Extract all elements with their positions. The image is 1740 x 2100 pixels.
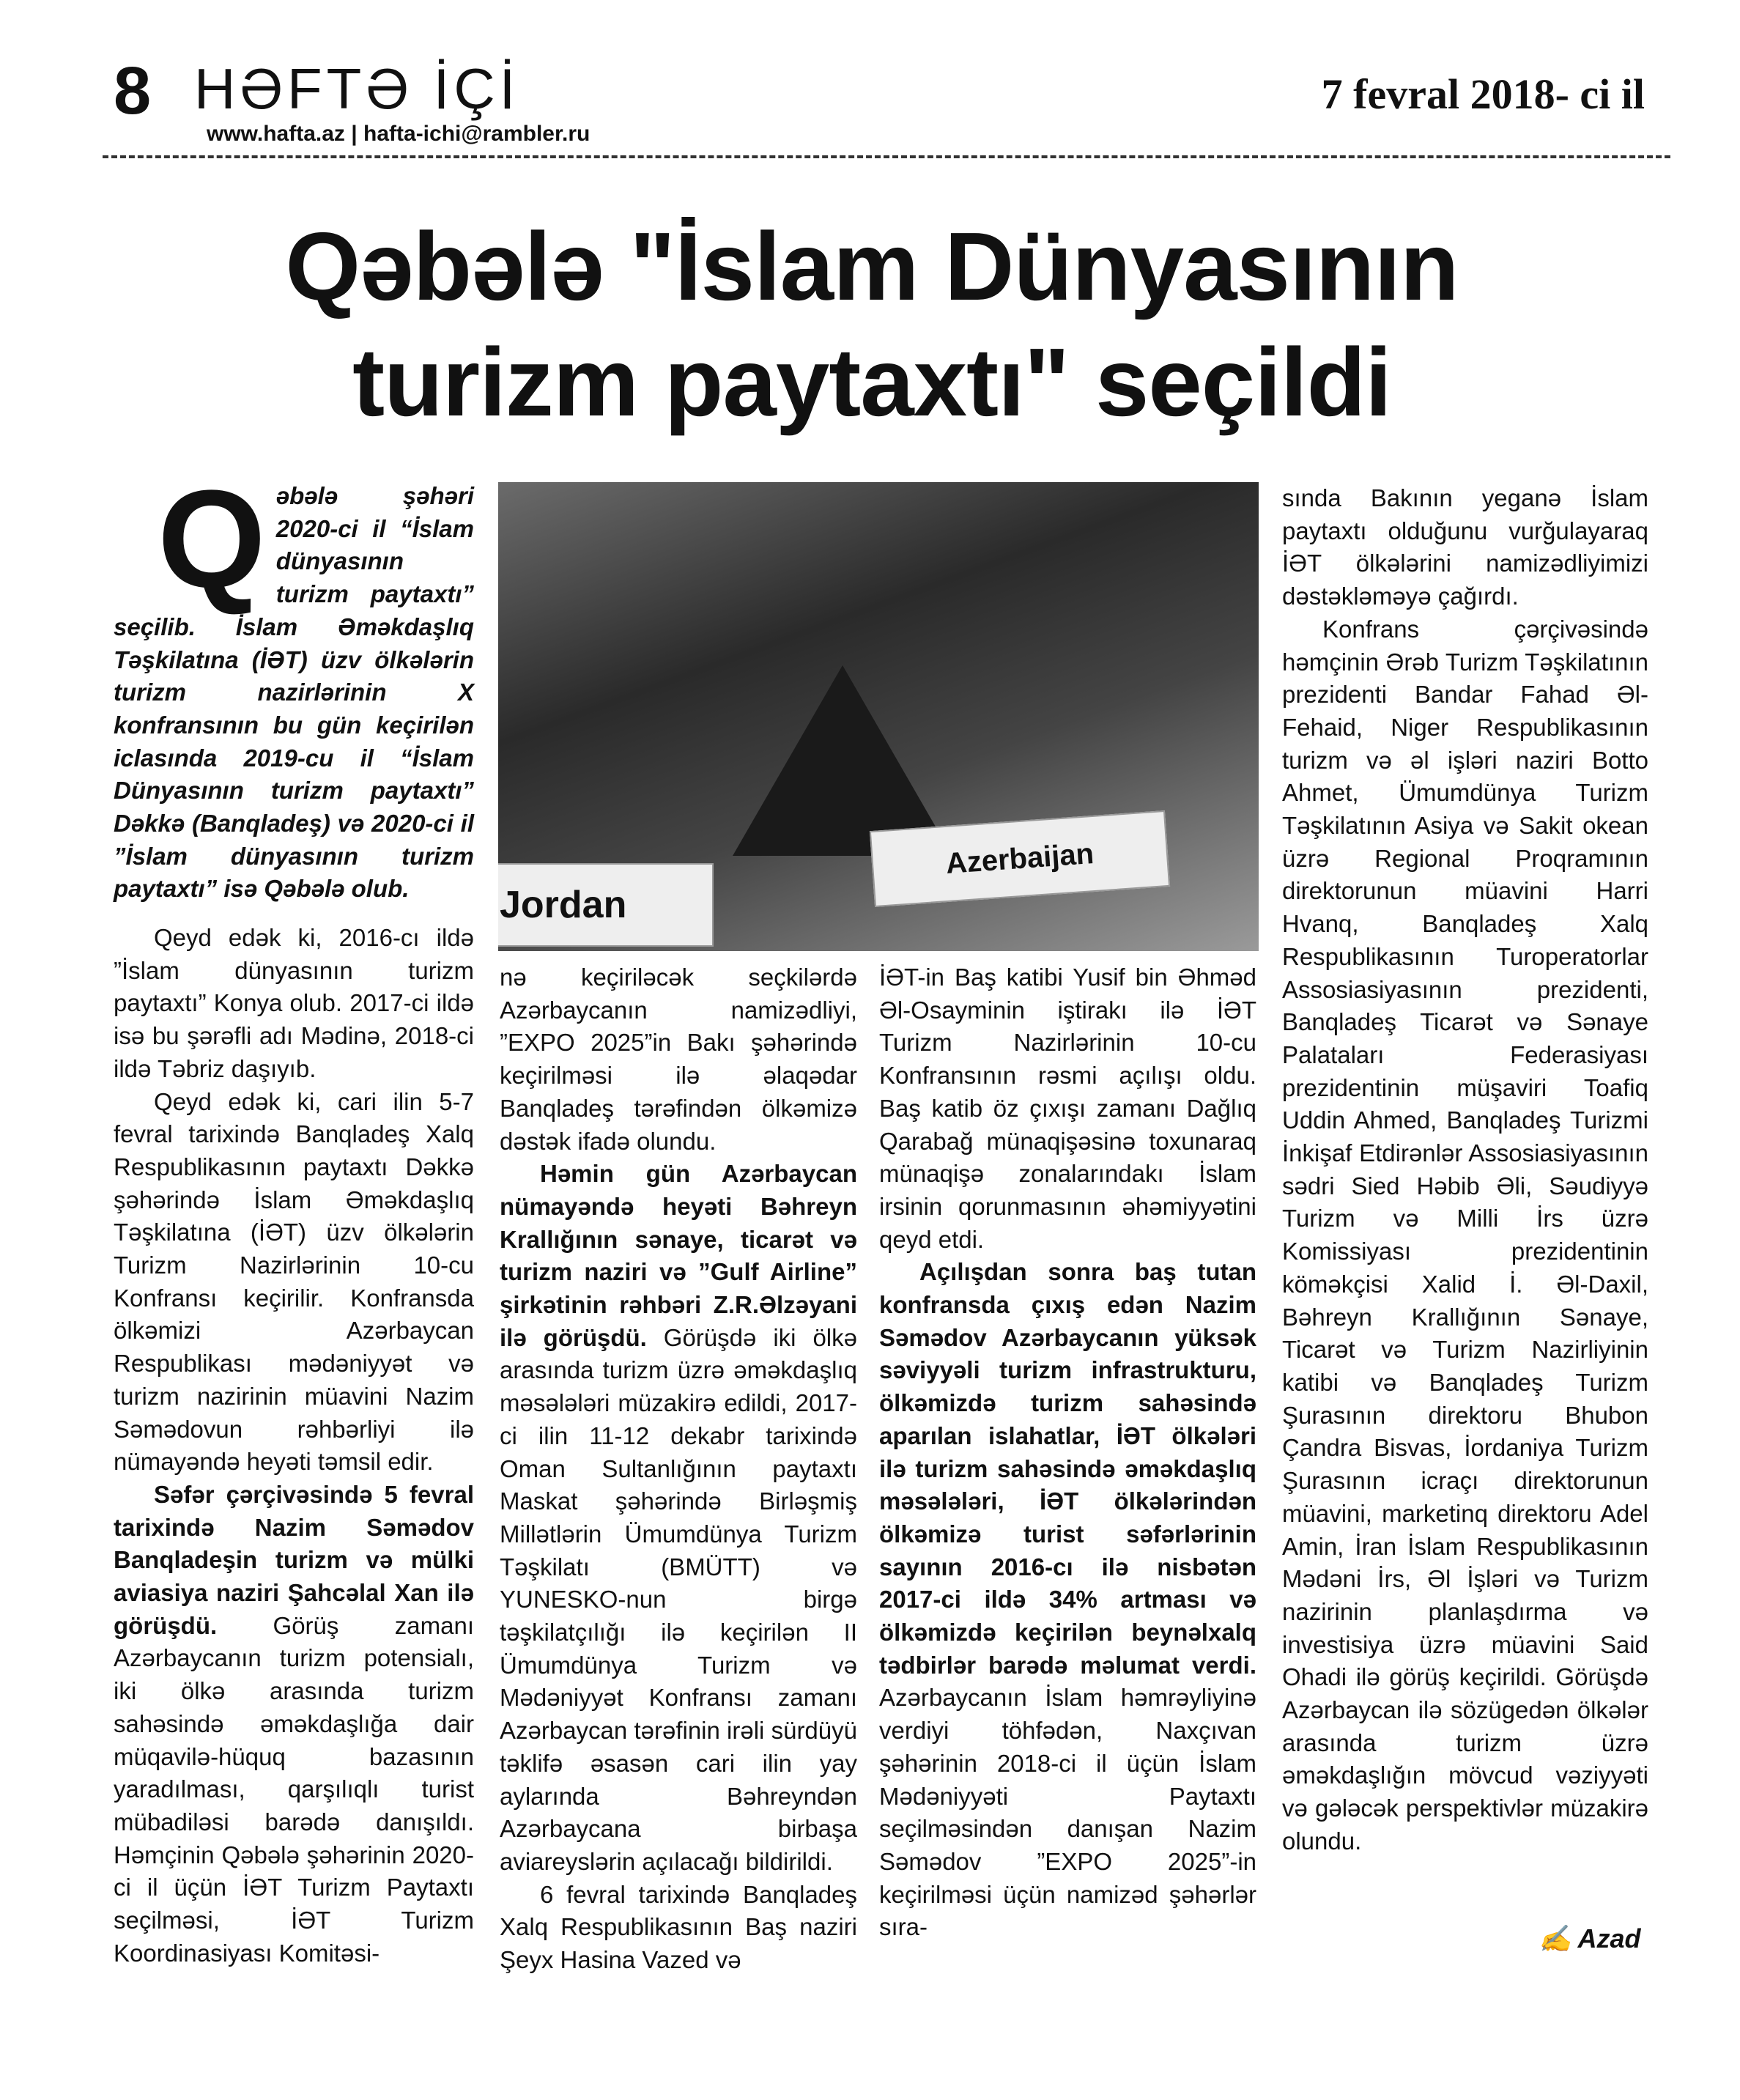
drop-cap: Q [158, 462, 266, 617]
paragraph: 6 fevral tarixində Banqladeş Xalq Respublikasının Baş naziri Şeyx Hasina Vazed və [500, 1880, 857, 1974]
masthead: HƏFTƏ İÇİ [194, 56, 520, 121]
bold-text: Səfər çərçivəsində 5 fevral tarixində Nazim Səmədov Banqladeşin turizm və mülki aviasiya naziri Şahcəlal Xan ilə görüşdü. [114, 1480, 474, 1639]
paragraph: İƏT-in Baş katibi Yusif bin Əhməd Əl-Osayminin iştirakı ilə İƏT Turizm Nazirlərinin 10-cu Konfransının rəsmi açılışı oldu. Baş katib öz çıxışı zamanı Dağlıq Qarabağ münaqişəsinə toxunaraq münaqişə zonalarındakı İslam irsinin qorunmasının əhəmiyyətini qeyd etdi. [879, 964, 1256, 1253]
bold-text: Açılışdan sonra baş tutan konfransda çıxış edən Nazim Səmədov Azərbaycanın yüksək səviyyəli turizm infrastrukturu, ölkəmizdə turizm sahəsində aparılan islahatlar, İƏT ölkələri ilə turizm sahəsində əməkdaşlıq məsələləri, İƏT ölkələrindən ölkəmizə turist səfərlərinin sayının 2016-cı ilə nisbətən 2017-ci ildə 34% artması və ölkəmizdə keçirilən beynəlxalq tədbirlər barədə məlumat verdi. [879, 1258, 1256, 1679]
page-number: 8 [114, 53, 152, 128]
column-1 [114, 922, 474, 1970]
article-photo [498, 482, 1259, 951]
name-card-jordan: Jordan [498, 863, 714, 947]
contacts [207, 122, 590, 147]
author-signature: ✍ Azad [1539, 1923, 1641, 1953]
headline [110, 209, 1634, 440]
headline-line-1: Qəbələ "İslam Dünyasının [285, 212, 1459, 320]
column-3 [879, 961, 1256, 1944]
header-divider [103, 155, 1670, 158]
paragraph: Konfrans çərçivəsində həmçinin Ərəb Turizm Təşkilatının prezidenti Bandar Fahad Əl-Fehaid, Niger Respublikasının turizm və əl işləri naziri Botto Ahmet, Ümumdünya Turizm Təşkilatının Asiya və Sakit okean üzrə Regional Proqramının direktorunun müavini Harri Hvanq, Banqladeş Xalq Respublikasının Turoperatorlar Assosiasiyasının prezidenti, Banqladeş Ticarət və Sənaye Palataları Federasiyası prezidentinin müşaviri Toafiq Uddin Ahmed, Banqladeş Turizmi İnkişaf Etdirənlər Assosiasiyasının sədri Sied Həbib Əli, Səudiyyə Turizm və Milli İrs üzrə Komissiyası prezidentinin köməkçisi Xalid İ. Əl-Daxil, Bəhreyn Krallığının Sənaye, Ticarət və Turizm Nazirliyinin katibi və Banqladeş Turizm Şurasının direktoru Bhubon Çandra Bisvas, İordaniya Turizm Şurasının icraçı direktorunun müavini, marketinq direktoru Adel Amin, İran İslam Respublikasının Mədəni İrs, Əl İşləri və Turizm nazirinin planlaşdırma və investisiya üzrə müavini Said Ohadi ilə görüş keçirildi. Görüşdə Azərbaycan ilə sözügedən ölkələr arasında turizm üzrə əməkdaşlığın mövcud vəziyyəti və gələcək perspektivlər müzakirə olundu. [1282, 615, 1648, 1855]
issue-date: 7 fevral 2018- ci il [1321, 70, 1645, 118]
paragraph [114, 1479, 474, 1970]
name-card-azerbaijan: Azerbaijan [870, 810, 1170, 907]
column-4 [1282, 482, 1648, 1858]
paragraph: Qeyd edək ki, 2016-cı ildə ”İslam dünyasının turizm paytaxtı” Konya olub. 2017-ci ildə isə bu şərəfli adı Mədinə, 2018-ci ildə Təbriz daşıyıb. [114, 924, 474, 1082]
lead-text: əbələ şəhəri 2020-ci il “İslam dünyasının turizm paytaxtı” seçilib. İslam Əməkdaşlıq Təşkilatına (İƏT) üzv ölkələrin turizm nazirlərinin X konfransının bu gün keçirilən iclasında 2019-cu il “İslam Dünyasının turizm paytaxtı” Dəkkə (Banqladeş) və 2020-ci il ”İslam dünyasının turizm paytaxtı” isə Qəbələ olub. [114, 482, 474, 903]
bold-text: Həmin gün Azərbaycan nümayəndə heyəti Bəhreyn Krallığının sənaye, ticarət və turizm naziri və ”Gulf Airline” şirkətinin rəhbəri Z.R.Əlzəyani ilə görüşdü. [500, 1160, 857, 1351]
email-link[interactable]: hafta-ichi@rambler.ru [363, 122, 591, 146]
paragraph [500, 1158, 857, 1878]
website-link[interactable]: www.hafta.az [207, 122, 345, 146]
headline-line-2: turizm paytaxtı" seçildi [352, 328, 1391, 436]
article-lead [114, 462, 474, 906]
paragraph: nə keçiriləcək seçkilərdə Azərbaycanın namizədliyi, ”EXPO 2025”in Bakı şəhərində keçirilməsi ilə əlaqədar Banqladeş tərəfindən ölkəmizə dəstək ifadə olundu. [500, 964, 857, 1155]
paragraph: sında Bakının yeganə İslam paytaxtı olduğunu vurğulayaraq İƏT ölkələrini namizədliyimizi dəstəkləməyə çağırdı. [1282, 484, 1648, 610]
paragraph [879, 1256, 1256, 1944]
text: Azərbaycanın İslam həmrəyliyinə verdiyi töhfədən, Naxçıvan şəhərinin 2018-ci il üçün İslam Mədəniyyəti Paytaxtı seçilməsindən danışan Nazim Səmədov ”EXPO 2025”-in keçirilməsi üçün namizəd şəhərlər sıra- [879, 1684, 1256, 1941]
column-2 [500, 961, 857, 1977]
separator: | [351, 122, 358, 146]
text: Görüş zamanı Azərbaycanın turizm potensialı, iki ölkə arasında turizm sahəsində əməkdaşlığa dair müqavilə-hüquq bazasının yaradılması, qarşılıqlı turist mübadiləsi barədə danışıldı. Həmçinin Qəbələ şəhərinin 2020-ci il üçün İƏT Turizm Paytaxtı seçilməsi, İƏT Turizm Koordinasiyası Komitəsi- [114, 1611, 474, 1967]
paragraph: Qeyd edək ki, cari ilin 5-7 fevral tarixində Banqladeş Xalq Respublikasının paytaxtı Dəkkə şəhərində İslam Əməkdaşlıq Təşkilatına (İƏT) üzv ölkələrin Turizm Nazirlərinin 10-cu Konfransı keçirilir. Konfransda ölkəmizi Azərbaycan Respublikası mədəniyyət və turizm nazirinin müavini Nazim Səmədovun rəhbərliyi ilə nümayəndə heyəti təmsil edir. [114, 1087, 474, 1476]
text: Görüşdə iki ölkə arasında turizm üzrə əməkdaşlıq məsələləri müzakirə edildi, 2017-ci ilin 11-12 dekabr tarixində Oman Sultanlığının paytaxtı Maskat şəhərində Birləşmiş Millətlərin Ümumdünya Turizm Təşkilatı (BMÜTT) və YUNESKO-nun birgə təşkilatçılığı ilə keçirilən II Ümumdünya Turizm və Mədəniyyət Konfransı zamanı Azərbaycan tərəfinin irəli sürdüyü təklifə əsasən cari ilin yay aylarında Bəhreyndən Azərbaycana birbaşa aviareyslərin açılacağı bildirildi. [500, 1323, 857, 1875]
